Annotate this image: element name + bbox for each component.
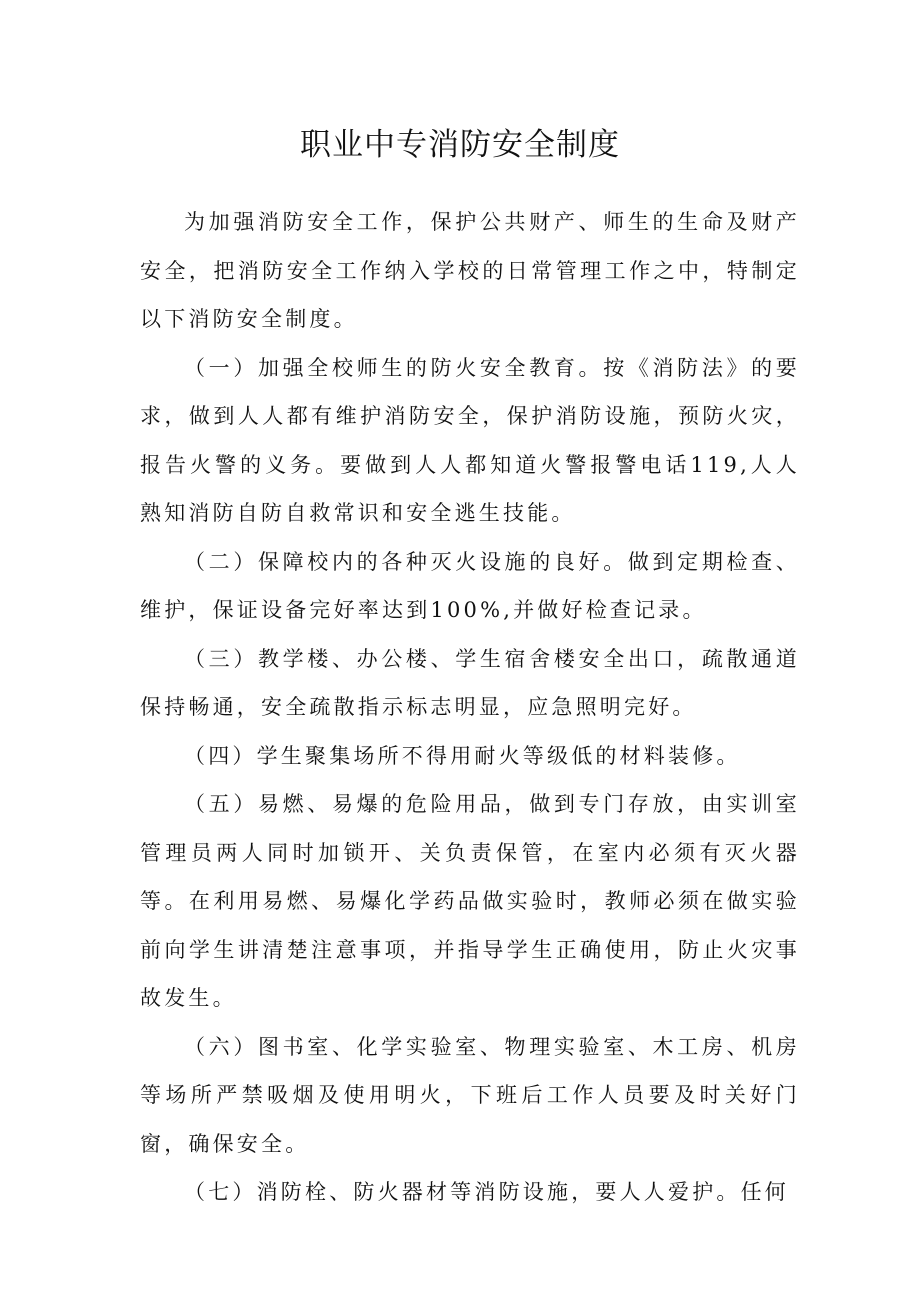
- document-body: [140, 198, 800, 1217]
- paragraph-item-5: （五）易燃、易爆的危险用品，做到专门存放，由实训室管理员两人同时加锁开、关负责保管，在室内必须有灭火器等。在利用易燃、易爆化学药品做实验时，教师必须在做实验前向学生讲清楚注意事项，并指导学生正确使用，防止火灾事故发生。: [140, 792, 800, 1010]
- paragraph-item-3: （三）教学楼、办公楼、学生宿舍楼安全出口，疏散通道保持畅通，安全疏散指示标志明显，应急照明完好。: [140, 646, 800, 719]
- paragraph-intro: 为加强消防安全工作，保护公共财产、师生的生命及财产安全，把消防安全工作纳入学校的日常管理工作之中，特制定以下消防安全制度。: [140, 210, 800, 331]
- paragraph-item-7: （七）消防栓、防火器材等消防设施，要人人爱护。任何: [184, 1180, 789, 1204]
- paragraph-item-2: （二）保障校内的各种灭火设施的良好。做到定期检查、维护，保证设备完好率达到100%,并做好检查记录。: [140, 549, 800, 622]
- paragraph-item-1: （一）加强全校师生的防火安全教育。按《消防法》的要求，做到人人都有维护消防安全，保护消防设施，预防火灾，报告火警的义务。要做到人人都知道火警报警电话119,人人熟知消防自防自救常识和安全逃生技能。: [140, 355, 800, 525]
- paragraph-item-4: （四）学生聚集场所不得用耐火等级低的材料装修。: [184, 743, 741, 768]
- paragraph-item-6: （六）图书室、化学实验室、物理实验室、木工房、机房等场所严禁吸烟及使用明火，下班后工作人员要及时关好门窗，确保安全。: [140, 1034, 800, 1156]
- document-title: 职业中专消防安全制度: [300, 127, 620, 163]
